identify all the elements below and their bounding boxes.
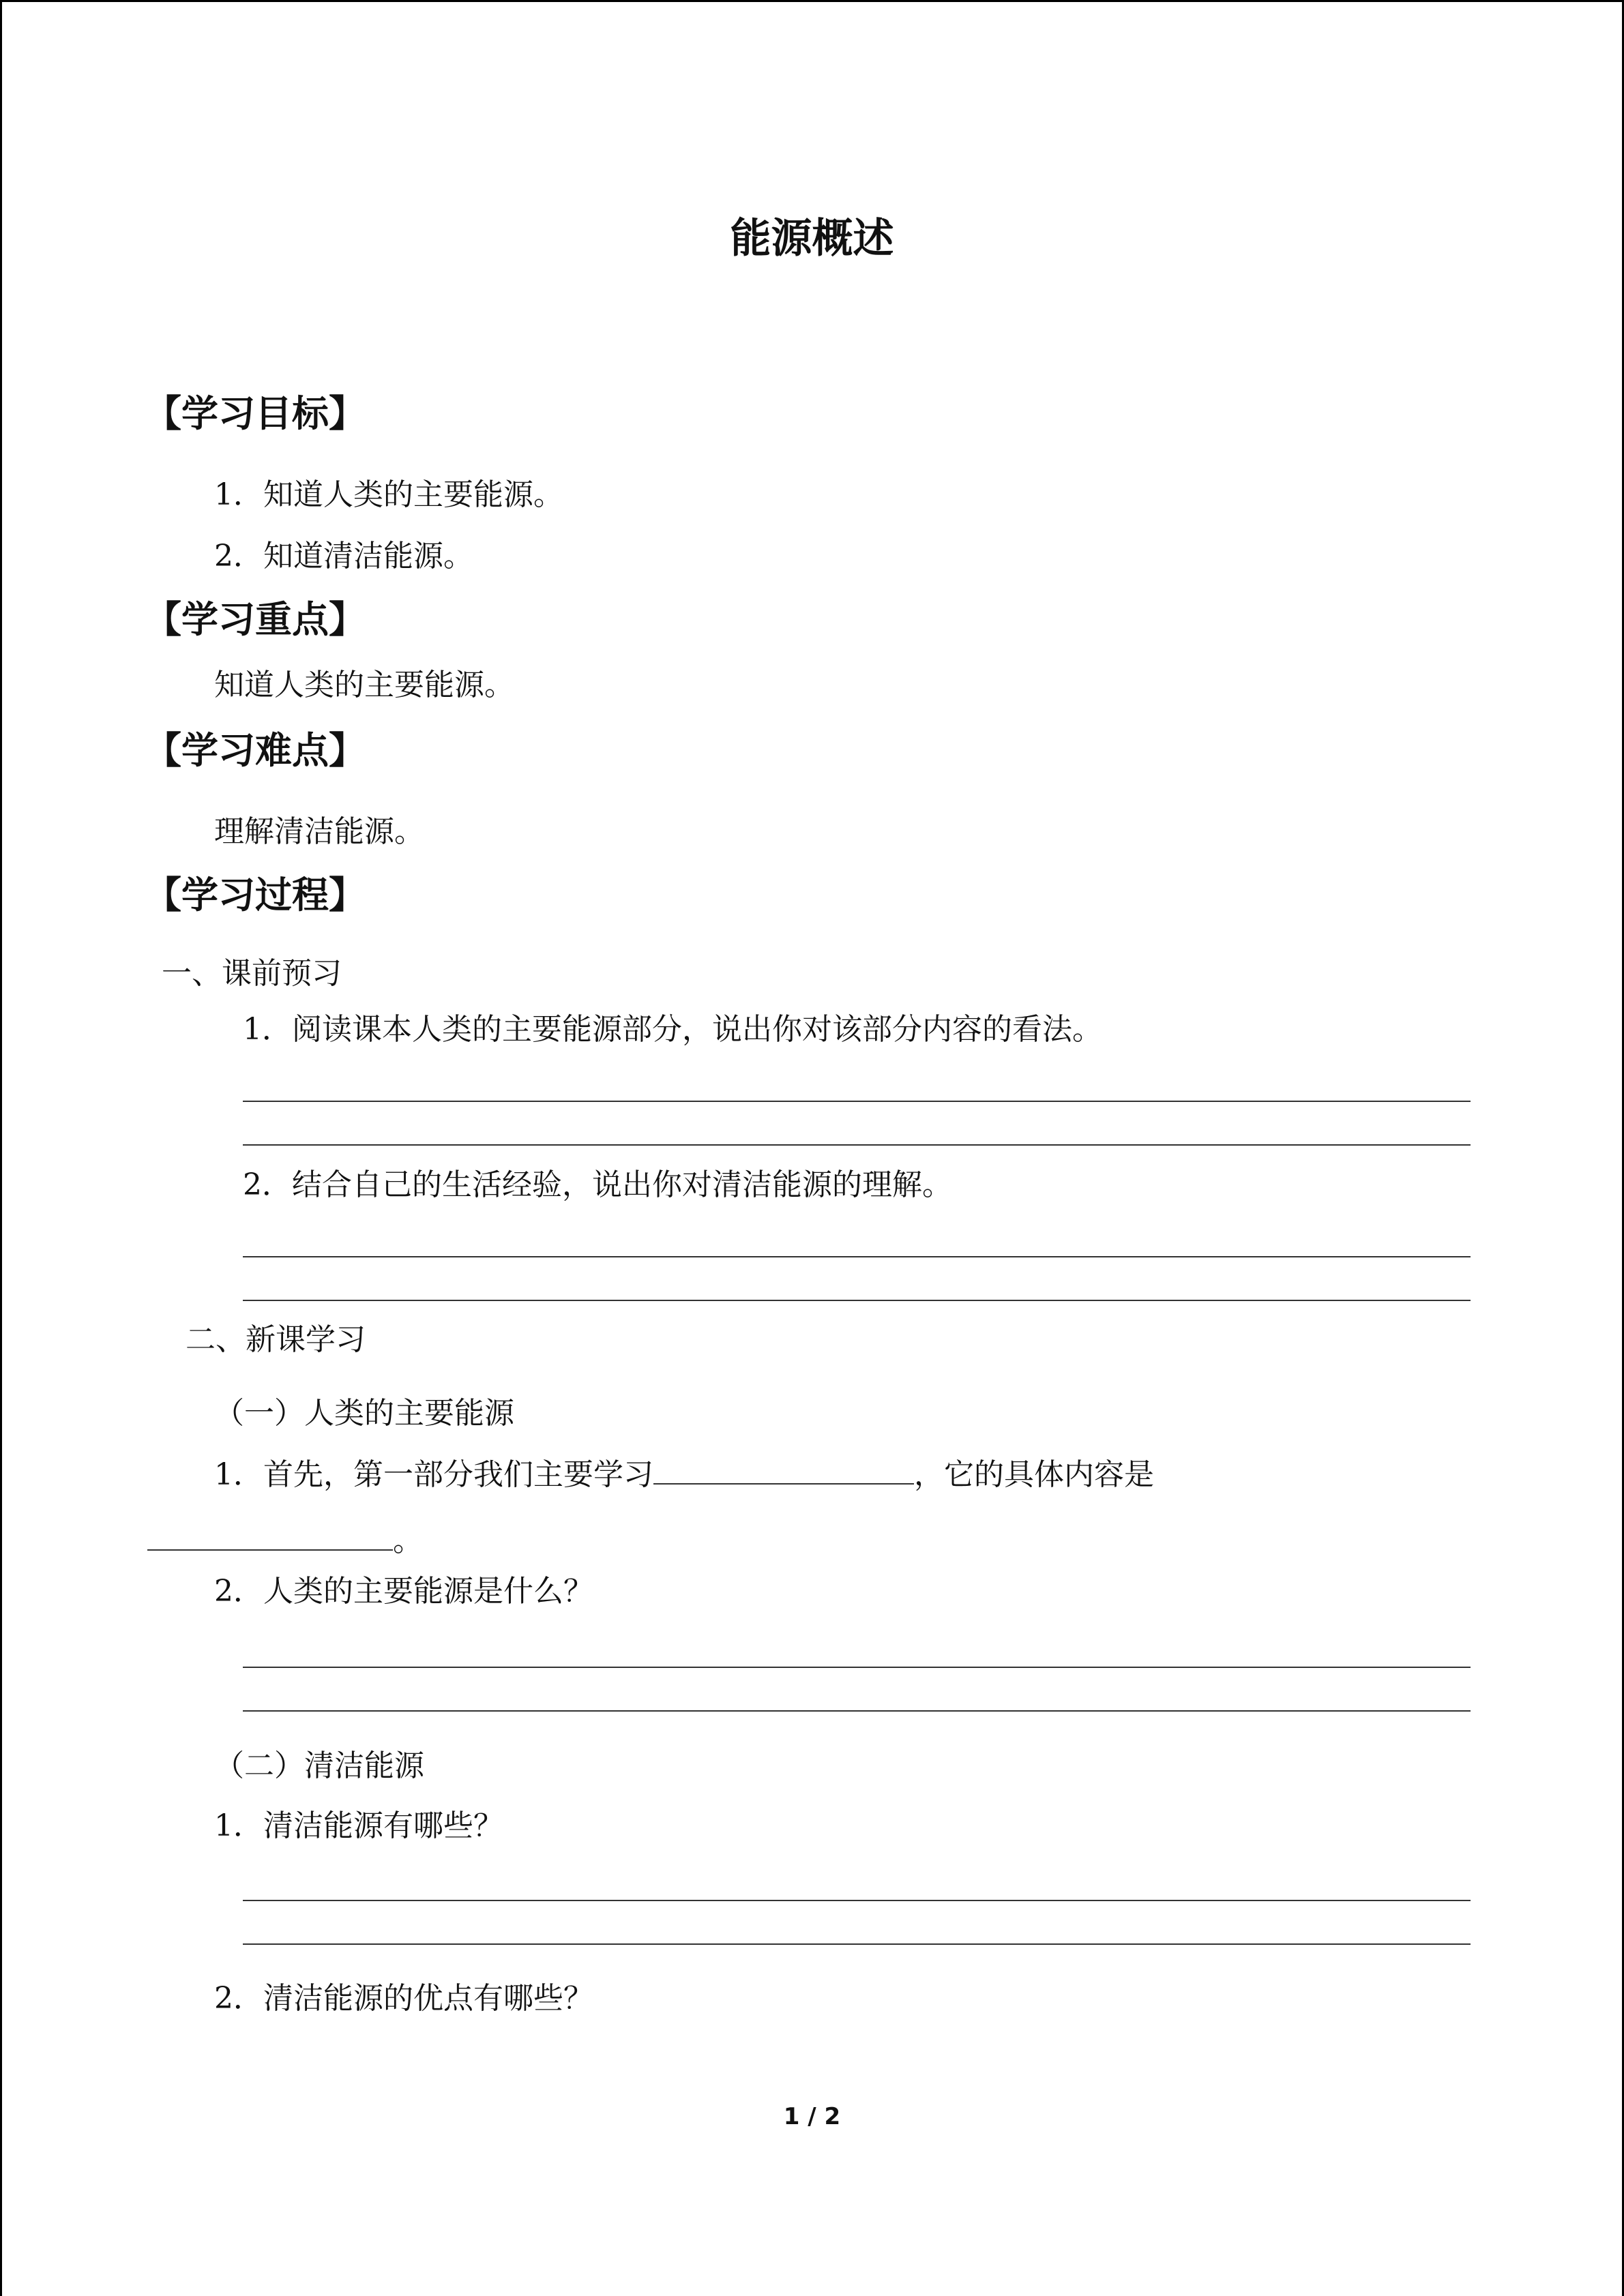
preview-question-2: 2．结合自己的生活经验，说出你对清洁能源的理解。: [243, 1167, 952, 1202]
process-heading: 【学习过程】: [145, 874, 366, 916]
answer-line[interactable]: [243, 1300, 1471, 1301]
page-title: 能源概述: [730, 215, 894, 263]
goal-item-1: 1．知道人类的主要能源。: [214, 477, 563, 512]
part1-question-1-end: 。: [393, 1523, 423, 1558]
difficulties-heading: 【学习难点】: [145, 729, 366, 772]
preview-heading: 一、课前预习: [162, 956, 342, 991]
difficulties-text: 理解清洁能源。: [214, 814, 424, 849]
preview-question-1: 1．阅读课本人类的主要能源部分，说出你对该部分内容的看法。: [243, 1012, 1102, 1047]
page-number: 1 / 2: [783, 2103, 841, 2130]
answer-line[interactable]: [243, 1144, 1471, 1146]
part1-question-2: 2．人类的主要能源是什么？: [214, 1574, 593, 1609]
goals-heading: 【学习目标】: [145, 392, 366, 435]
key-points-heading: 【学习重点】: [145, 598, 366, 641]
answer-line[interactable]: [243, 1710, 1471, 1712]
answer-line[interactable]: [243, 1900, 1471, 1901]
answer-line[interactable]: [243, 1256, 1471, 1257]
part2-question-1: 1．清洁能源有哪些？: [214, 1808, 503, 1843]
part1-question-1-continuation: [147, 1519, 423, 1562]
part1-question-1-suffix: ，它的具体内容是: [914, 1457, 1154, 1492]
key-points-text: 知道人类的主要能源。: [214, 668, 514, 702]
page-border-top: [0, 0, 1624, 2]
goal-item-2: 2．知道清洁能源。: [214, 539, 473, 573]
part1-question-1: [214, 1453, 1154, 1495]
part2-question-2: 2．清洁能源的优点有哪些？: [214, 1981, 593, 2016]
page-border-left: [0, 0, 2, 2296]
fill-in-blank[interactable]: [147, 1519, 393, 1551]
fill-in-blank[interactable]: [653, 1453, 914, 1485]
part1-heading: （一）人类的主要能源: [214, 1396, 514, 1431]
part1-question-1-prefix: 1．首先，第一部分我们主要学习: [214, 1457, 653, 1492]
new-lesson-heading: 二、新课学习: [186, 1322, 366, 1357]
answer-line[interactable]: [243, 1101, 1471, 1102]
answer-line[interactable]: [243, 1667, 1471, 1668]
part2-heading: （二）清洁能源: [214, 1748, 424, 1783]
answer-line[interactable]: [243, 1943, 1471, 1945]
